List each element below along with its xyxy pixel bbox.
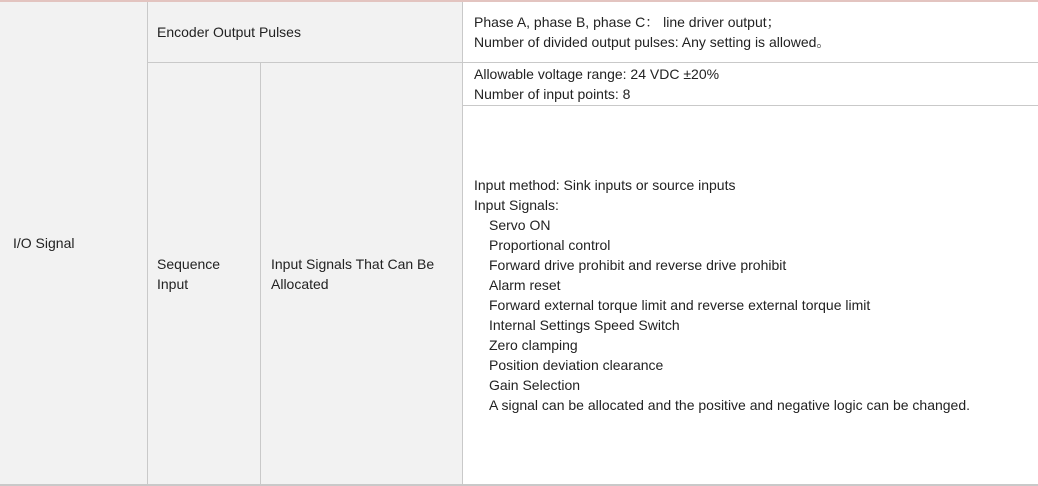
signal-item: Internal Settings Speed Switch: [489, 317, 680, 333]
allocatable-label-2: Allocated: [271, 275, 329, 292]
voltage-value-cell: [463, 63, 1038, 105]
column-divider: [147, 2, 148, 484]
input-method-line: Input method: Sink inputs or source inputs: [474, 177, 736, 193]
column-divider: [260, 62, 261, 484]
encoder-label-cell: [148, 2, 462, 62]
category-label: I/O Signal: [13, 235, 75, 251]
sequence-input-label-2: Input: [157, 275, 189, 292]
row-divider: [147, 62, 1038, 63]
signal-item: Proportional control: [489, 237, 611, 253]
voltage-line: Allowable voltage range: 24 VDC ±20%: [474, 66, 720, 82]
category-cell: [0, 2, 147, 484]
allocatable-label-1: Input Signals That Can Be: [271, 255, 435, 272]
input-points-line: Number of input points: 8: [474, 86, 631, 102]
table-top-border: [0, 0, 1038, 2]
sequence-input-label-1: Sequence: [157, 255, 221, 272]
signal-item: Alarm reset: [489, 277, 561, 293]
signal-item: A signal can be allocated and the positive and negative logic can be changed.: [489, 397, 971, 413]
encoder-line-2: Number of divided output pulses: Any setting is allowed。: [474, 34, 831, 50]
column-divider: [462, 2, 463, 484]
encoder-label: Encoder Output Pulses: [157, 24, 301, 40]
signal-item: Position deviation clearance: [489, 357, 664, 373]
signal-item: Forward external torque limit and reverse external torque limit: [489, 297, 871, 313]
signal-item: Servo ON: [489, 217, 551, 233]
signal-item: Zero clamping: [489, 337, 578, 353]
allocatable-signals-cell: [261, 63, 462, 484]
input-signals-heading: Input Signals:: [474, 197, 559, 213]
encoder-line-1: Phase A, phase B, phase C： line driver output；: [474, 14, 781, 30]
encoder-value-cell: [463, 2, 1038, 62]
signal-item: Gain Selection: [489, 377, 581, 393]
signals-value-cell: [463, 106, 1038, 484]
sequence-input-cell: [148, 63, 260, 484]
signal-item: Forward drive prohibit and reverse drive prohibit: [489, 257, 787, 273]
row-divider: [462, 105, 1038, 106]
